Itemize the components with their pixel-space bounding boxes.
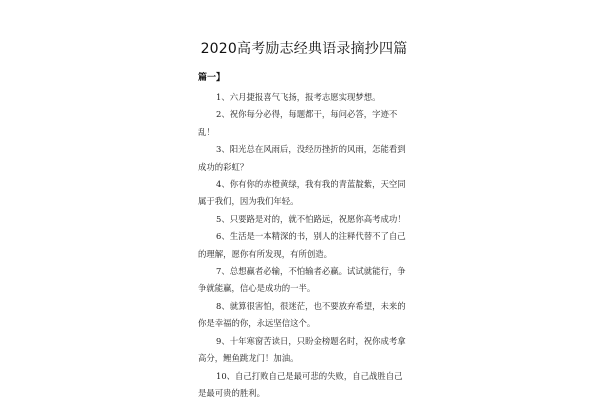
quote-paragraph-10: 10、自己打败自己是最可悲的失败，自己战胜自己是最可贵的胜利。 xyxy=(198,370,403,398)
quote-paragraph-5: 5、只要路是对的，就不怕路远，祝愿你高考成功！ xyxy=(216,213,406,224)
quote-paragraph-1: 1、六月捷报喜气飞扬，报考志愿实现梦想。 xyxy=(216,92,381,102)
quote-paragraph-8: 8、就算很害怕，很迷茫，也不要放弃希望，未来的你是幸福的你，永远坚信这个。 xyxy=(198,300,406,329)
quote-paragraph-7: 7、总想赢者必输，不怕输者必赢。试试就能行，争争就能赢，信心是成功的一半。 xyxy=(198,266,406,294)
section-label: 篇一】 xyxy=(198,73,226,83)
document-title: 2020高考励志经典语录摘抄四篇 xyxy=(200,41,408,57)
quote-paragraph-6: 6、生活是一本精深的书，别人的注释代替不了自己的理解，愿你有所发现，有所创造。 xyxy=(198,231,406,259)
quote-paragraph-2: 2、祝你每分必得，每题都干，每问必答，字迹不乱！ xyxy=(198,109,398,137)
quote-paragraph-4: 4、你有你的赤橙黄绿，我有我的青蓝靛紫，天空同属于我们，因为我们年轻。 xyxy=(198,179,406,207)
quote-paragraph-9: 9、十年寒窗苦读日，只盼金榜题名时，祝你成考拿高分，鲤鱼跳龙门！加油。 xyxy=(198,335,406,364)
quote-paragraph-3: 3、阳光总在风雨后，没经历挫折的风雨，怎能看到成功的彩虹？ xyxy=(198,144,406,172)
